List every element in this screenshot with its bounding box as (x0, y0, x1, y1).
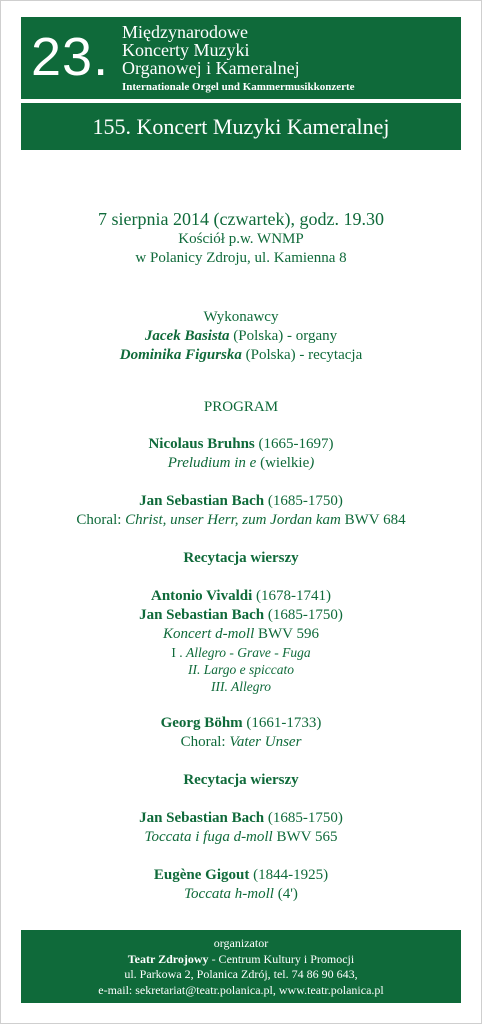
header-banner (21, 17, 461, 150)
movement-number: I . (171, 645, 186, 660)
work-title: Toccata i fuga d-moll (144, 829, 273, 845)
organizer-name-line (21, 952, 461, 968)
festival-title-line-3: Organowej i Kameralnej (122, 58, 300, 78)
venue-line-2: w Polanicy Zdroju, ul. Kamienna 8 (135, 250, 347, 266)
venue-line-1: Kościół p.w. WNMP (178, 231, 304, 247)
header-divider (21, 99, 461, 103)
composer-dates: (1685-1750) (264, 493, 343, 509)
program-composer (0, 492, 482, 511)
festival-subtitle-de: Internationale Orgel und Kammermusikkonzerte (122, 81, 355, 93)
movement-2: II. Largo e spiccato (188, 662, 294, 677)
recitation-2: Recytacja wierszy (183, 772, 299, 788)
composer-name: Nicolaus Bruhns (148, 436, 255, 452)
movement-3: III. Allegro (211, 679, 271, 694)
performer-detail: (Polska) - recytacja (241, 347, 363, 363)
composer-name: Antonio Vivaldi (150, 588, 253, 604)
program-work (0, 454, 482, 473)
program-work (0, 828, 482, 847)
program-work (0, 733, 482, 752)
organizer-contact: e-mail: sekretariat@teatr.polanica.pl, www.teatr.polanica.pl (98, 982, 384, 997)
composer-dates: (1685-1750) (264, 607, 343, 623)
performer-name: Jacek Basista (144, 328, 230, 344)
work-title: Vater Unser (229, 734, 302, 750)
recitation-1: Recytacja wierszy (183, 550, 299, 566)
composer-dates: (1678-1741) (252, 588, 332, 604)
program-composer (0, 809, 482, 828)
work-title: Koncert d-moll (163, 626, 255, 642)
movement-1 (0, 644, 482, 661)
performer-row (0, 346, 482, 365)
composer-dates: (1685-1750) (264, 810, 343, 826)
program-work (0, 885, 482, 904)
composer-dates: (1844-1925) (249, 867, 329, 883)
work-catalog: BWV 684 (340, 512, 406, 528)
composer-name: Jan Sebastian Bach (139, 493, 265, 509)
composer-name: Eugène Gigout (153, 867, 250, 883)
work-duration: (4') (273, 886, 298, 902)
performer-name: Dominika Figurska (119, 347, 242, 363)
event-date-time: 7 sierpnia 2014 (czwartek), godz. 19.30 (98, 209, 384, 229)
festival-title-line-1: Międzynarodowe (122, 22, 248, 42)
work-prefix: Choral: (180, 734, 230, 750)
work-prefix: Choral: (76, 512, 126, 528)
work-catalog: BWV 565 (272, 829, 338, 845)
work-note: (wielkie (256, 455, 310, 471)
performer-row (0, 327, 482, 346)
performer-detail: (Polska) - organy (229, 328, 338, 344)
work-note-close: ) (309, 455, 315, 471)
program-composer (0, 435, 482, 454)
organizer-name: Teatr Zdrojowy (127, 951, 209, 966)
program-heading: PROGRAM (203, 399, 279, 415)
organizer-address: ul. Parkowa 2, Polanica Zdrój, tel. 74 86 90 643, (124, 967, 358, 981)
main-content (0, 208, 482, 904)
composer-dates: (1661-1733) (242, 715, 322, 731)
composer-dates: (1665-1697) (254, 436, 334, 452)
program-work (0, 511, 482, 530)
concert-title: 155. Koncert Muzyki Kameralnej (92, 114, 390, 139)
program-composer (0, 866, 482, 885)
composer-name: Georg Böhm (160, 715, 243, 731)
footer-banner (21, 930, 461, 1003)
movement-title: Allegro - Grave - Fuga (185, 645, 311, 660)
composer-name: Jan Sebastian Bach (139, 607, 265, 623)
program-composer (0, 606, 482, 625)
program-composer (0, 714, 482, 733)
work-title: Christ, unser Herr, zum Jordan kam (125, 512, 341, 528)
organizer-description: - Centrum Kultury i Promocji (208, 951, 355, 966)
organizer-label: organizator (213, 936, 269, 950)
composer-name: Jan Sebastian Bach (139, 810, 265, 826)
work-title: Toccata h-moll (184, 886, 274, 902)
program-composer (0, 587, 482, 606)
performers-heading: Wykonawcy (203, 309, 279, 325)
festival-title-line-2: Koncerty Muzyki (122, 40, 250, 60)
edition-number: 23. (31, 27, 110, 87)
work-title: Preludium in e (167, 455, 257, 471)
work-catalog: BWV 596 (254, 626, 319, 642)
program-work (0, 625, 482, 644)
